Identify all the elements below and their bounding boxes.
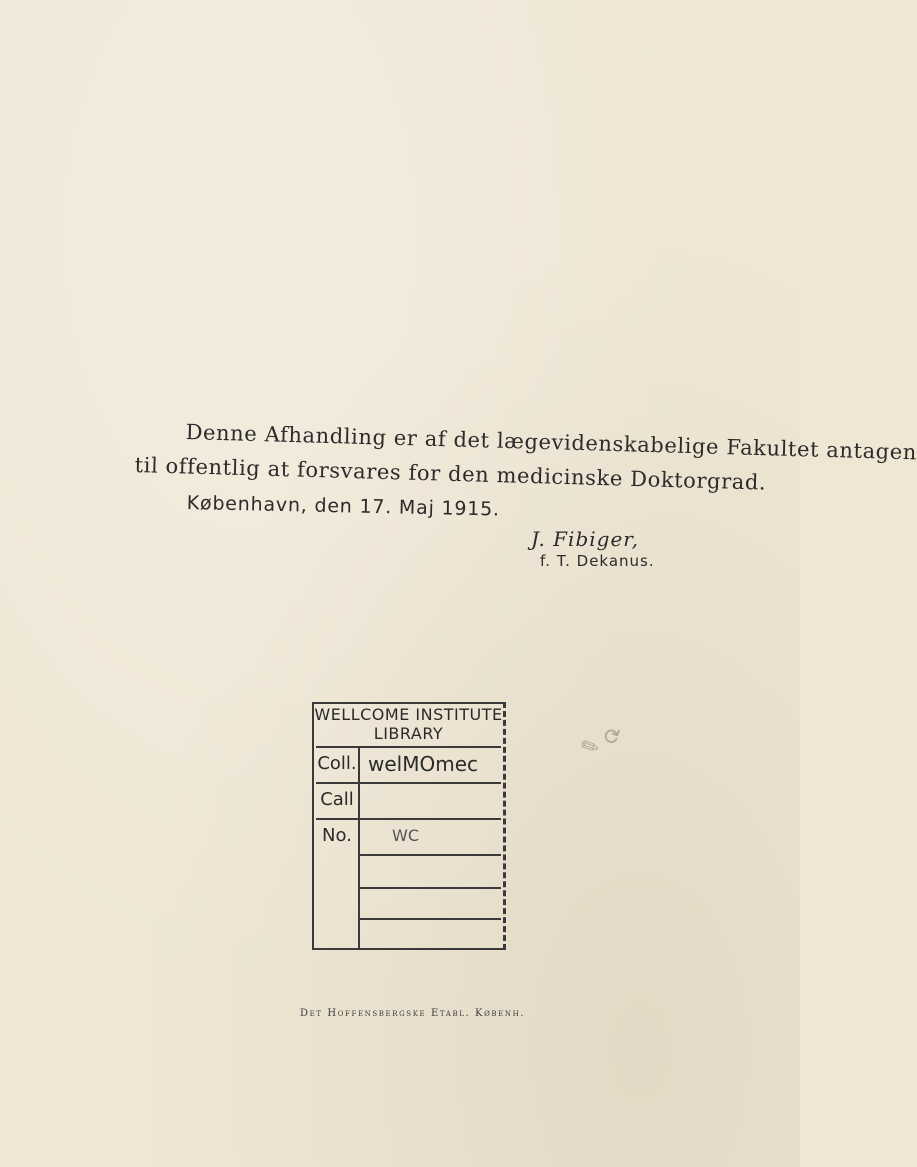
printer-imprint: Det Hoffensbergske Etabl. Københ. <box>300 1008 526 1019</box>
stamp-blank-row <box>358 887 501 920</box>
statement-line-1: Denne Afhandling er af det lægevidenskabelige Fakultet antagen <box>185 420 917 465</box>
stamp-label: Call <box>316 784 360 818</box>
place-date: København, den 17. Maj 1915. <box>186 492 501 521</box>
stamp-library: LIBRARY <box>373 724 444 743</box>
stamp-institute: WELLCOME INSTITUTE <box>314 705 503 724</box>
stamp-value: welMOmec <box>368 752 478 776</box>
bleed-through-text <box>120 70 720 330</box>
stamp-divider <box>358 854 360 948</box>
pencil-mark: ✎ ⟳ <box>576 721 628 763</box>
stamp-row-coll <box>316 746 501 782</box>
stamp-row-no <box>316 818 501 854</box>
stamp-blank-row <box>358 854 501 887</box>
stamp-blank-row <box>358 918 501 951</box>
signature-name: J. Fibiger, <box>531 527 640 551</box>
stamp-row-call <box>316 782 501 818</box>
stamp-label: No. <box>316 820 360 854</box>
signature-title: f. T. Dekanus. <box>540 552 655 570</box>
stamp-value: WC <box>392 826 419 845</box>
stamp-label: Coll. <box>316 748 360 782</box>
statement-line-2: til offentlig at forsvares for den medicinske Doktorgrad. <box>134 453 767 495</box>
stamp-value <box>368 784 497 818</box>
library-stamp <box>312 702 506 950</box>
